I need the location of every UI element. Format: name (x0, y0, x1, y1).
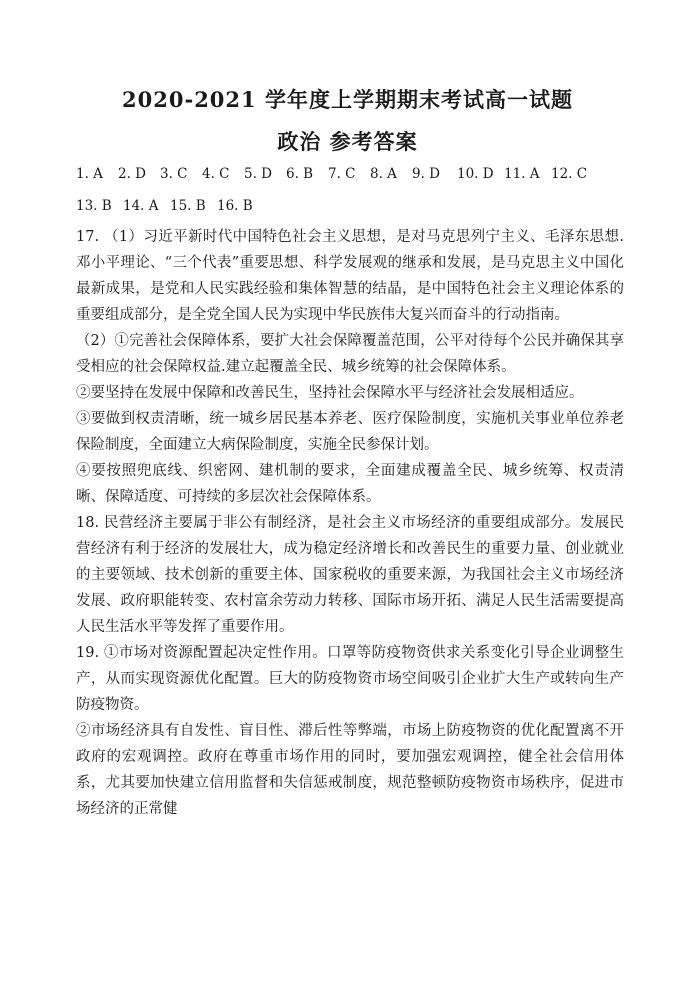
answer-row-2 (76, 195, 636, 227)
q17-part2-point3: ③要做到权责清晰，统一城乡居民基本养老、医疗保险制度，实施机关事业单位养老保险制度，全面建立大病保险制度，实施全民参保计划。 (76, 411, 624, 453)
q18-answer: 18. 民营经济主要属于非公有制经济，是社会主义市场经济的重要组成部分。发展民营经济有利于经济的发展壮大，成为稳定经济增长和改善民生的重要力量、创业就业的主要领域、技术创新的重要主体、国家税收的重要来源，为我国社会主义市场经济发展、政府职能转变、农村富余劳动力转移、国际市场开拓、满足人民生活需要提高人民生活水平等发挥了重要作用。 (76, 515, 624, 635)
answer-item: 13. B (76, 198, 112, 214)
answer-item: 9. D (412, 166, 440, 182)
answer-item: 16. B (217, 198, 253, 214)
q19-point2: ②市场经济具有自发性、盲目性、滞后性等弊端，市场上防疫物资的优化配置离不开政府的宏观调控。政府在尊重市场作用的同时，要加强宏观调控，健全社会信用体系，尤其要加快建立信用监督和失信惩戒制度，规范整顿防疫物资市场秩序，促进市场经济的正常健 (76, 723, 624, 817)
q19-point1: 19. ①市场对资源配置起决定性作用。口罩等防疫物资供求关系变化引导企业调整生产，从而实现资源优化配置。巨大的防疫物资市场空间吸引企业扩大生产或转向生产防疫物资。 (76, 645, 624, 713)
answer-item: 15. B (170, 198, 206, 214)
answer-item: 8. A (370, 166, 397, 182)
answer-item: 4. C (202, 166, 230, 182)
answer-item: 12. C (551, 166, 588, 182)
page-title: 2020-2021 学年度上学期期末考试高一试题 (122, 87, 573, 112)
answer-item: 5. D (244, 166, 272, 182)
answer-item: 2. D (118, 166, 146, 182)
answer-item: 1. A (76, 166, 103, 182)
answer-item: 10. D (457, 166, 494, 182)
q17-part2-point4: ④要按照兜底线、织密网、建机制的要求，全面建成覆盖全民、城乡统筹、权责清晰、保障适度、可持续的多层次社会保障体系。 (76, 463, 624, 505)
q17-part2-point2: ②要坚持在发展中保障和改善民生，坚持社会保障水平与经济社会发展相适应。 (76, 385, 584, 401)
q17-part1: 17. （1）习近平新时代中国特色社会主义思想，是对马克思列宁主义、毛泽东思想.邓小平理论、“三个代表”重要思想、科学发展观的继承和发展，是马克思主义中国化最新成果，是党和人民实践经验和集体智慧的结晶，是中国特色社会主义理论体系的重要组成部分，是全党全国人民为实现中华民族伟大复兴而奋斗的行动指南。 (76, 229, 624, 323)
answer-item: 14. A (123, 198, 159, 214)
page-subtitle: 政治 参考答案 (277, 129, 418, 154)
answer-explanations (76, 224, 624, 822)
answer-row-1 (76, 163, 636, 195)
answer-item: 6. B (286, 166, 314, 182)
answer-item: 7. C (328, 166, 356, 182)
answer-item: 3. C (160, 166, 188, 182)
multiple-choice-answers (76, 163, 636, 227)
q17-part2-point1: （2）①完善社会保障体系，要扩大社会保障覆盖范围，公平对待每个公民并确保其享受相应的社会保障权益.建立起覆盖全民、城乡统筹的社会保障体系。 (76, 333, 624, 375)
answer-item: 11. A (504, 166, 540, 182)
